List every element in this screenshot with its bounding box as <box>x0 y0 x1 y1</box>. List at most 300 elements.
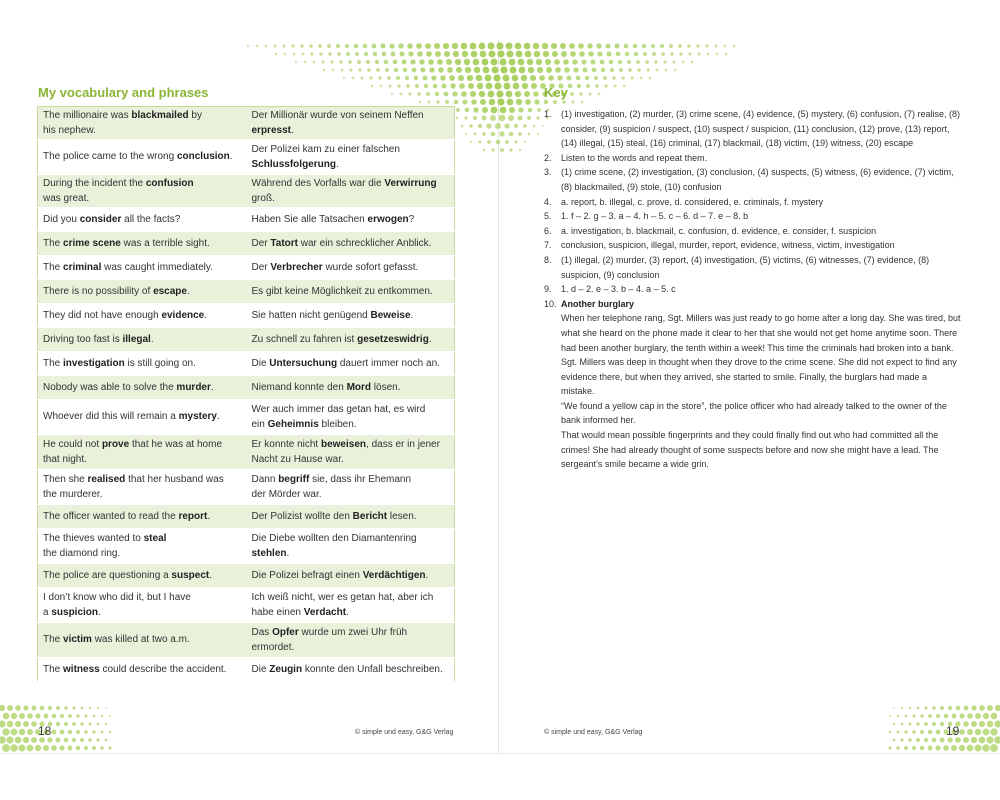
decor-dot <box>19 729 26 736</box>
decor-dot <box>506 50 513 57</box>
phrase-text: Die Diebe wollten den Diamantenring <box>251 532 417 544</box>
decor-dot <box>537 133 539 135</box>
decor-dot <box>85 715 88 718</box>
decor-dot <box>935 745 940 750</box>
decor-dot <box>909 707 911 709</box>
decor-dot <box>578 43 584 49</box>
english-phrase <box>38 107 246 140</box>
decor-dot <box>444 51 450 57</box>
decor-dot <box>445 100 449 104</box>
decor-dot <box>917 707 920 710</box>
english-phrase <box>38 175 246 208</box>
decor-dot <box>487 140 491 144</box>
key-item-10 <box>544 297 962 472</box>
copyright-left: © simple und easy, G&G Verlag <box>355 729 454 736</box>
decor-dot <box>499 131 504 136</box>
decor-dot <box>889 715 891 717</box>
decor-dot <box>487 42 494 49</box>
decor-dot <box>536 116 539 119</box>
decor-dot <box>643 52 647 56</box>
decor-dot <box>56 706 60 710</box>
decor-dot <box>500 107 507 114</box>
decor-dot <box>446 59 452 65</box>
decor-dot <box>707 53 710 56</box>
decor-dot <box>516 51 523 58</box>
decor-dot <box>500 66 507 73</box>
decor-dot <box>109 731 111 733</box>
decor-dot <box>530 75 536 81</box>
vocabulary-row <box>38 352 455 376</box>
phrase-text: Während des Vorfalls war die <box>251 177 385 189</box>
english-phrase <box>38 623 246 658</box>
key-item-text: a. investigation, b. blackmail, c. confusion, d. evidence, e. consider, f. suspicion <box>561 225 877 236</box>
decor-dot <box>548 75 554 81</box>
decor-dot <box>396 76 400 80</box>
decor-dot <box>901 707 903 709</box>
vocabulary-row <box>38 256 455 280</box>
decor-dot <box>615 44 620 49</box>
decor-dot <box>464 59 470 65</box>
decor-dot <box>554 59 560 65</box>
decor-dot <box>563 59 569 65</box>
decor-dot <box>72 706 75 709</box>
decor-dot <box>456 108 460 112</box>
phrase-text: The millionaire was <box>43 109 132 121</box>
phrase-text: ein <box>251 419 268 430</box>
decor-dot <box>505 140 509 144</box>
german-phrase <box>246 564 455 588</box>
phrase-text: ? <box>408 213 415 225</box>
phrase-text: lösen. <box>371 381 401 393</box>
decor-dot <box>382 52 387 57</box>
decor-dot <box>391 93 393 95</box>
decor-dot <box>76 714 79 717</box>
decor-dot <box>967 713 973 719</box>
key-item <box>544 209 962 224</box>
decor-dot <box>105 723 107 725</box>
decor-dot <box>473 116 477 120</box>
decor-dot <box>523 124 526 127</box>
decor-dot <box>525 51 532 58</box>
decor-dot <box>959 729 965 735</box>
decor-dot <box>603 76 607 80</box>
phrase-text: that her husband was <box>125 473 224 485</box>
key-item-number: 9. <box>544 284 552 295</box>
german-phrase <box>246 470 455 505</box>
decor-dot <box>345 44 349 48</box>
decor-dot <box>0 736 6 744</box>
decor-dot <box>464 116 467 119</box>
german-phrase <box>246 280 455 304</box>
decor-dot <box>434 43 440 49</box>
decor-dot <box>380 85 383 88</box>
key-item-number: 4. <box>544 196 552 207</box>
phrase-text: Nacht zu Hause war. <box>251 454 344 465</box>
phrase-text: that night. <box>43 454 87 465</box>
decor-dot <box>990 744 998 752</box>
decor-dot <box>697 52 700 55</box>
decor-dot <box>613 84 616 87</box>
vocabulary-row <box>38 232 455 256</box>
key-item-text: 1. f – 2. g – 3. a – 4. h – 5. c – 6. d – 7. e – 8. b <box>561 211 749 222</box>
decor-dot <box>974 744 981 751</box>
phrase-text: . <box>425 569 429 581</box>
decor-dot <box>491 132 496 137</box>
decor-dot <box>533 125 536 128</box>
decor-dot <box>471 99 477 105</box>
decor-dot <box>468 83 474 89</box>
decor-dot <box>896 746 899 749</box>
german-phrase <box>246 208 455 232</box>
decor-dot <box>672 60 675 63</box>
decor-dot <box>483 149 485 151</box>
decor-dot <box>10 744 18 752</box>
keyword: Zeugin <box>269 663 303 675</box>
decor-dot <box>373 52 378 57</box>
german-phrase <box>246 328 455 352</box>
decor-dot <box>916 722 919 725</box>
decor-dot <box>397 84 400 87</box>
phrase-text: . <box>204 309 208 321</box>
decor-dot <box>407 43 413 49</box>
phrase-text: Das <box>251 626 273 638</box>
phrase-text: . <box>346 607 349 618</box>
keyword: erpresst <box>251 125 291 136</box>
vocabulary-row <box>38 564 455 588</box>
decor-dot <box>714 44 717 47</box>
decor-dot <box>256 45 259 48</box>
decor-dot <box>31 737 37 743</box>
decor-dot <box>893 707 895 709</box>
decor-dot <box>479 91 485 97</box>
vocabulary-row <box>38 376 455 400</box>
decor-dot <box>928 714 932 718</box>
story-subtitle: Another burglary <box>561 298 635 309</box>
decor-dot <box>428 59 434 65</box>
decor-dot <box>490 58 497 65</box>
decor-dot <box>546 67 552 73</box>
decor-dot <box>486 83 493 90</box>
vocabulary-row <box>38 280 455 304</box>
keyword: Verbrecher <box>270 261 323 273</box>
decor-dot <box>354 44 358 48</box>
key-item-text: (1) crime scene, (2) investigation, (3) conclusion, (4) suspects, (5) witness, (6) evidence, (7) victim, (8) blackmailed, (9) stole, (10) confusion <box>561 167 954 192</box>
decor-dot <box>627 60 631 64</box>
decor-dot <box>551 43 557 49</box>
decor-dot <box>309 44 313 48</box>
decor-dot <box>80 738 84 742</box>
decor-dot <box>485 75 492 82</box>
decor-dot <box>524 141 526 143</box>
decor-dot <box>367 68 371 72</box>
decor-dot <box>481 115 486 120</box>
decor-dot <box>391 52 396 57</box>
decor-dot <box>491 107 498 114</box>
decor-dot <box>628 68 632 72</box>
phrase-text: Driving too fast is <box>43 333 123 345</box>
decor-dot <box>417 92 421 96</box>
key-item-text: (1) investigation, (2) murder, (3) crime scene, (4) evidence, (5) mystery, (6) confusion, (7) realise, (8) consider, (9) suspicion / suspect, (10) suspect / suspicion, (11) conclusion, (12) prove, (13) report, (14) illegal, (15) steal, (16) criminal, (17) blackmail, (18) victim, (19) witness, (20) escape <box>561 109 960 149</box>
phrase-text: Die Polizei befragt einen <box>251 569 363 581</box>
vocabulary-row <box>38 328 455 352</box>
decor-dot <box>959 713 964 718</box>
decor-dot <box>944 714 948 718</box>
decor-dot <box>581 101 584 104</box>
decor-dot <box>598 93 601 96</box>
key-item-number: 8. <box>544 254 552 265</box>
phrase-text: . <box>186 285 190 297</box>
decor-dot <box>6 736 13 743</box>
key-item <box>544 165 962 194</box>
decor-dot <box>388 84 391 87</box>
key-item-number: 1. <box>544 109 552 119</box>
decor-dot <box>913 715 916 718</box>
vocabulary-row <box>38 140 455 175</box>
decor-dot <box>652 52 656 56</box>
phrase-text: lesen. <box>387 510 417 522</box>
decor-dot <box>493 74 500 81</box>
decor-dot <box>456 117 458 119</box>
decor-dot <box>101 715 103 717</box>
keyword: Geheimnis <box>267 419 319 430</box>
phrase-text: During the incident the <box>43 177 146 189</box>
decor-dot <box>364 52 368 56</box>
decor-dot <box>597 51 602 56</box>
keyword: murder <box>176 381 211 393</box>
decor-dot <box>932 738 937 743</box>
decor-dot <box>462 99 467 104</box>
decor-dot <box>889 731 891 733</box>
decor-dot <box>389 43 394 48</box>
decor-dot <box>682 61 685 64</box>
decor-dot <box>410 59 415 64</box>
decor-dot <box>23 721 29 727</box>
decor-dot <box>688 52 691 55</box>
phrase-text: Es gibt keine Möglichkeit zu entkommen. <box>251 285 433 297</box>
phrase-text: Did you <box>43 213 80 225</box>
decor-dot <box>924 738 928 742</box>
decor-dot <box>346 52 350 56</box>
decor-dot <box>609 60 614 65</box>
decor-dot <box>455 59 461 65</box>
decor-dot <box>461 91 467 97</box>
decor-dot <box>971 705 976 710</box>
decor-dot <box>321 60 324 63</box>
keyword: steal <box>143 532 167 544</box>
decor-dot <box>461 125 464 128</box>
decor-dot <box>983 713 989 719</box>
decor-dot <box>35 713 40 718</box>
decor-dot <box>60 714 64 718</box>
keyword: Bericht <box>352 510 388 522</box>
decor-dot <box>11 729 18 736</box>
decor-dot <box>904 746 908 750</box>
decor-dot <box>600 60 605 65</box>
decor-dot <box>414 76 419 81</box>
decor-dot <box>64 722 68 726</box>
decor-dot <box>543 51 549 57</box>
decor-dot <box>108 746 111 749</box>
decor-dot <box>275 53 277 55</box>
phrase-text: . <box>335 159 339 170</box>
decor-dot <box>48 706 52 710</box>
german-phrase <box>246 376 455 400</box>
decor-dot <box>491 148 494 151</box>
decor-dot <box>640 77 643 80</box>
decor-dot <box>369 76 372 79</box>
decor-dot <box>577 84 581 88</box>
phrase-text: war ein schrecklicher Anblick. <box>298 237 432 249</box>
key-item-number: 5. <box>544 211 552 222</box>
decor-dot <box>607 52 612 57</box>
decor-dot <box>482 132 486 136</box>
phrase-text: They did not have enough <box>43 309 162 321</box>
decor-dot <box>534 99 539 104</box>
decor-dot <box>979 705 985 711</box>
decor-dot <box>569 43 575 49</box>
decor-dot <box>23 737 29 743</box>
decor-dot <box>332 69 335 72</box>
decor-dot <box>459 83 465 89</box>
german-phrase <box>246 232 455 256</box>
decor-dot <box>947 737 952 742</box>
decor-dot <box>936 730 941 735</box>
decor-dot <box>655 68 658 71</box>
english-phrase <box>38 564 246 588</box>
decor-dot <box>531 83 537 89</box>
keyword: erwogen <box>367 213 409 225</box>
decor-dot <box>669 44 673 48</box>
decor-dot <box>932 722 936 726</box>
decor-dot <box>462 51 468 57</box>
keyword: Untersuchung <box>269 357 338 369</box>
decor-dot <box>352 77 355 80</box>
decor-dot <box>403 68 408 73</box>
decor-dot <box>480 99 486 105</box>
phrase-text: . <box>210 381 214 393</box>
decor-dot <box>399 51 404 56</box>
decor-dot <box>417 51 422 56</box>
decor-dot <box>987 721 994 728</box>
decor-dot <box>956 706 961 711</box>
decor-dot <box>605 43 610 48</box>
phrase-text: Er konnte nicht <box>251 438 321 450</box>
decor-dot <box>588 92 591 95</box>
decor-dot <box>499 58 506 65</box>
decor-dot <box>943 745 949 751</box>
decor-dot <box>35 745 41 751</box>
phrase-text: Niemand konnte den <box>251 381 347 393</box>
decor-dot <box>394 68 398 72</box>
decor-dot <box>32 706 37 711</box>
decor-dot <box>428 101 431 104</box>
decor-dot <box>319 52 322 55</box>
decor-dot <box>68 714 72 718</box>
decor-dot <box>555 67 561 73</box>
decor-dot <box>426 92 430 96</box>
decor-dot <box>381 44 386 49</box>
decor-dot <box>509 148 512 151</box>
decor-dot <box>971 737 977 743</box>
decor-dot <box>51 729 56 734</box>
decor-dot <box>437 59 443 65</box>
decor-dot <box>920 730 924 734</box>
decor-dot <box>349 68 352 71</box>
decor-dot <box>372 44 377 49</box>
german-phrase <box>246 175 455 208</box>
english-phrase <box>38 470 246 505</box>
decor-dot <box>441 83 446 88</box>
key-item-text: a. report, b. illegal, c. prove, d. considered, e. criminals, f. mystery <box>561 196 824 207</box>
decor-dot <box>101 731 104 734</box>
decor-dot <box>897 715 899 717</box>
phrase-text: Der <box>251 261 271 273</box>
decor-dot <box>920 714 923 717</box>
decor-dot <box>503 75 510 82</box>
phrase-text: the diamond ring. <box>43 548 121 559</box>
phrase-text: Zu schnell zu fahren ist <box>251 333 358 345</box>
decor-dot <box>518 59 525 66</box>
decor-dot <box>420 67 425 72</box>
phrase-text: The <box>43 261 64 273</box>
decor-dot <box>31 721 37 727</box>
decor-dot <box>486 123 491 128</box>
decor-dot <box>27 745 34 752</box>
decor-dot <box>265 45 268 48</box>
decor-dot <box>705 44 708 47</box>
phrase-text: . <box>209 569 212 581</box>
story-paragraph: Sgt. Millers was deep in thought when they drove to the crime scene. She did not expect to find any evidence there, but when they arrived, she started to smile. Finally, the burglars had made a mistake. <box>561 357 957 397</box>
decor-dot <box>100 746 103 749</box>
decor-dot <box>568 84 573 89</box>
decor-dot <box>619 68 623 72</box>
decor-dot <box>542 43 548 49</box>
key-item-text <box>561 297 962 472</box>
phrase-text: The <box>43 357 64 369</box>
phrase-text: Der Polizei kam zu einer falschen <box>251 143 400 155</box>
phrase-text: The thieves wanted to <box>43 532 144 544</box>
decor-dot <box>963 737 969 743</box>
story-paragraph: That would mean possible fingerprints and they could finally find out who had committed all the crimes! She had already thought of some suspects before and now she might have a lead. The sergeant’s smile became a wide grin. <box>561 430 939 470</box>
decor-dot <box>901 723 904 726</box>
german-phrase <box>246 352 455 376</box>
decor-dot <box>479 43 486 50</box>
german-phrase <box>246 256 455 280</box>
decor-dot <box>284 53 287 56</box>
decor-dot <box>408 92 411 95</box>
decor-dot <box>52 714 56 718</box>
decor-dot <box>975 729 982 736</box>
keyword: investigation <box>63 357 125 369</box>
decor-dot <box>97 723 100 726</box>
phrase-text: his nephew. <box>43 125 96 136</box>
phrase-text: He could not <box>43 438 102 450</box>
decor-dot <box>920 746 925 751</box>
german-phrase <box>246 658 455 682</box>
decor-dot <box>670 52 674 56</box>
decor-dot <box>595 84 599 88</box>
decor-dot <box>452 43 458 49</box>
decor-dot <box>924 706 927 709</box>
phrase-text: was a terrible sight. <box>120 237 210 249</box>
decor-dot <box>88 738 92 742</box>
decor-dot <box>361 77 364 80</box>
decor-dot <box>302 53 305 56</box>
key-item <box>544 282 962 297</box>
decor-dot <box>51 745 57 751</box>
phrase-text: is still going on. <box>124 357 196 369</box>
decor-dot <box>282 44 285 47</box>
